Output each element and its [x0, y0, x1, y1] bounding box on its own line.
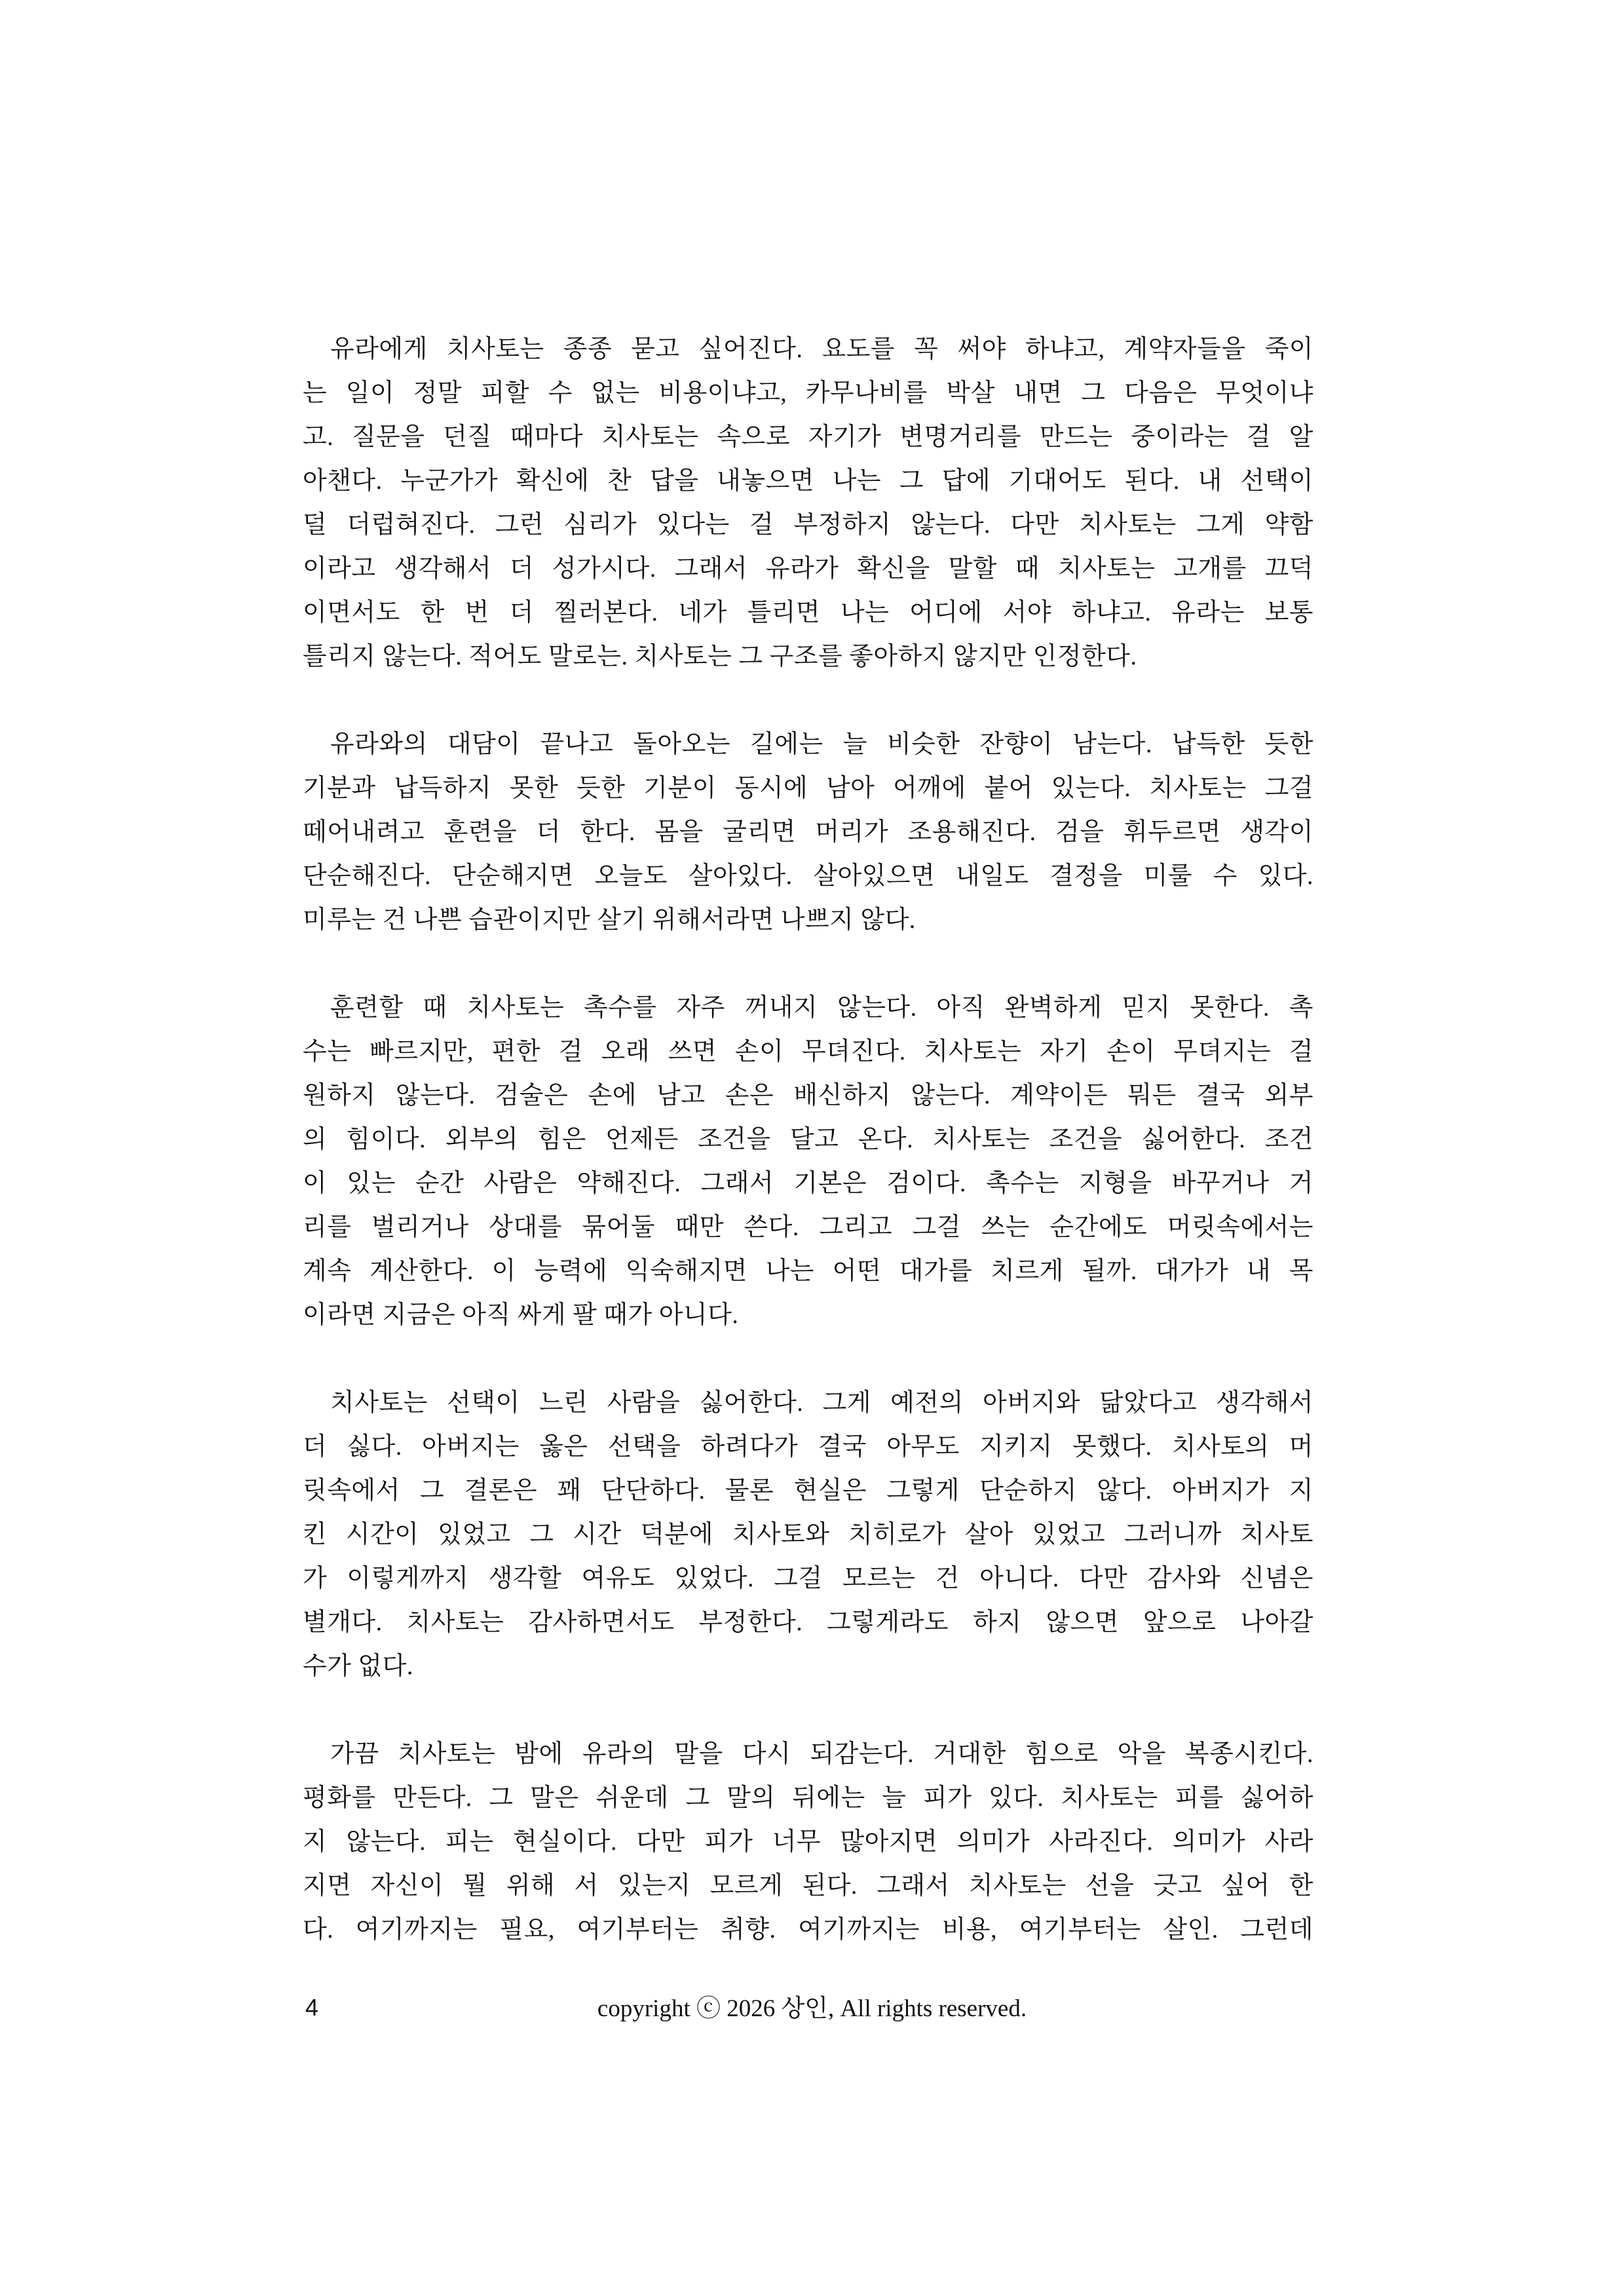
text-line: 단순해진다. 단순해지면 오늘도 살아있다. 살아있으면 내일도 결정을 미룰 수 있다.: [303, 862, 1313, 890]
text-line: 치사토는 선택이 느린 사람을 싫어한다. 그게 예전의 아버지와 닮았다고 생각해서: [330, 1389, 1313, 1417]
text-line: 가 이렇게까지 생각할 여유도 있었다. 그걸 모르는 건 아니다. 다만 감사와 신념은: [303, 1565, 1313, 1592]
text-line: 아챈다. 누군가가 확신에 찬 답을 내놓으면 나는 그 답에 기대어도 된다. 내 선택이: [303, 467, 1313, 495]
page-number: 4: [305, 1994, 319, 2021]
text-line: 별개다. 치사토는 감사하면서도 부정한다. 그렇게라도 하지 않으면 앞으로 나아갈: [303, 1609, 1313, 1636]
text-line: 릿속에서 그 결론은 꽤 단단하다. 물론 현실은 그렇게 단순하지 않다. 아버지가 지: [303, 1477, 1313, 1504]
text-line: 유라에게 치사토는 종종 묻고 싶어진다. 요도를 꼭 써야 하냐고, 계약자들을 죽이: [330, 335, 1313, 363]
text-line: 지 않는다. 피는 현실이다. 다만 피가 너무 많아지면 의미가 사라진다. 의미가 사라: [303, 1828, 1313, 1856]
text-line: 고. 질문을 던질 때마다 치사토는 속으로 자기가 변명거리를 만드는 중이라는 걸 알: [303, 423, 1313, 451]
text-line: 유라와의 대담이 끝나고 돌아오는 길에는 늘 비슷한 잔향이 남는다. 납득한 듯한: [330, 731, 1313, 758]
text-line: 계속 계산한다. 이 능력에 익숙해지면 나는 어떤 대가를 치르게 될까. 대가가 내 목: [303, 1257, 1313, 1285]
text-line: 이라고 생각해서 더 성가시다. 그래서 유라가 확신을 말할 때 치사토는 고개를 끄덕: [303, 555, 1313, 583]
text-line: 더 싫다. 아버지는 옳은 선택을 하려다가 결국 아무도 지키지 못했다. 치사토의 머: [303, 1433, 1313, 1461]
text-line: 의 힘이다. 외부의 힘은 언제든 조건을 달고 온다. 치사토는 조건을 싫어한다. 조건: [303, 1126, 1313, 1153]
text-line: 미루는 건 나쁜 습관이지만 살기 위해서라면 나쁘지 않다.: [303, 906, 916, 934]
copyright-notice: copyright ⓒ 2026 상인, All rights reserved.: [597, 1995, 1027, 2022]
paragraph: [303, 723, 1313, 942]
text-line: 지면 자신이 뭘 위해 서 있는지 모르게 된다. 그래서 치사토는 선을 긋고 싶어 한: [303, 1872, 1313, 1900]
text-line: 수가 없다.: [303, 1653, 413, 1680]
text-line: 기분과 납득하지 못한 듯한 기분이 동시에 남아 어깨에 붙어 있는다. 치사토는 그걸: [303, 775, 1313, 802]
paragraph: [303, 1732, 1313, 1952]
paragraph: [303, 1381, 1313, 1689]
text-line: 원하지 않는다. 검술은 손에 남고 손은 배신하지 않는다. 계약이든 뭐든 결국 외부: [303, 1082, 1313, 1109]
text-line: 덜 더럽혀진다. 그런 심리가 있다는 걸 부정하지 않는다. 다만 치사토는 그게 약함: [303, 511, 1313, 539]
text-line: 이 있는 순간 사람은 약해진다. 그래서 기본은 검이다. 촉수는 지형을 바꾸거나 거: [303, 1170, 1313, 1197]
text-line: 틀리지 않는다. 적어도 말로는. 치사토는 그 구조를 좋아하지 않지만 인정한다.: [303, 643, 1137, 670]
text-line: 이면서도 한 번 더 찔러본다. 네가 틀리면 나는 어디에 서야 하냐고. 유라는 보통: [303, 599, 1313, 626]
text-line: 평화를 만든다. 그 말은 쉬운데 그 말의 뒤에는 늘 피가 있다. 치사토는 피를 싫어하: [303, 1784, 1313, 1812]
text-line: 이라면 지금은 아직 싸게 팔 때가 아니다.: [303, 1301, 739, 1329]
paragraph: [303, 986, 1313, 1337]
body-text: [303, 328, 1313, 1996]
text-line: 는 일이 정말 피할 수 없는 비용이냐고, 카무나비를 박살 내면 그 다음은 무엇이냐: [303, 379, 1313, 407]
text-line: 리를 벌리거나 상대를 묶어둘 때만 쓴다. 그리고 그걸 쓰는 순간에도 머릿속에서는: [303, 1214, 1313, 1241]
paragraph: [303, 328, 1313, 679]
text-line: 다. 여기까지는 필요, 여기부터는 취향. 여기까지는 비용, 여기부터는 살인. 그런데: [303, 1916, 1313, 1943]
text-line: 가끔 치사토는 밤에 유라의 말을 다시 되감는다. 거대한 힘으로 악을 복종시킨다.: [330, 1740, 1313, 1768]
text-line: 떼어내려고 훈련을 더 한다. 몸을 굴리면 머리가 조용해진다. 검을 휘두르면 생각이: [303, 818, 1313, 846]
text-line: 훈련할 때 치사토는 촉수를 자주 꺼내지 않는다. 아직 완벽하게 믿지 못한다. 촉: [330, 994, 1313, 1022]
text-line: 수는 빠르지만, 편한 걸 오래 쓰면 손이 무뎌진다. 치사토는 자기 손이 무뎌지는 걸: [303, 1038, 1313, 1065]
text-line: 킨 시간이 있었고 그 시간 덕분에 치사토와 치히로가 살아 있었고 그러니까 치사토: [303, 1521, 1313, 1548]
